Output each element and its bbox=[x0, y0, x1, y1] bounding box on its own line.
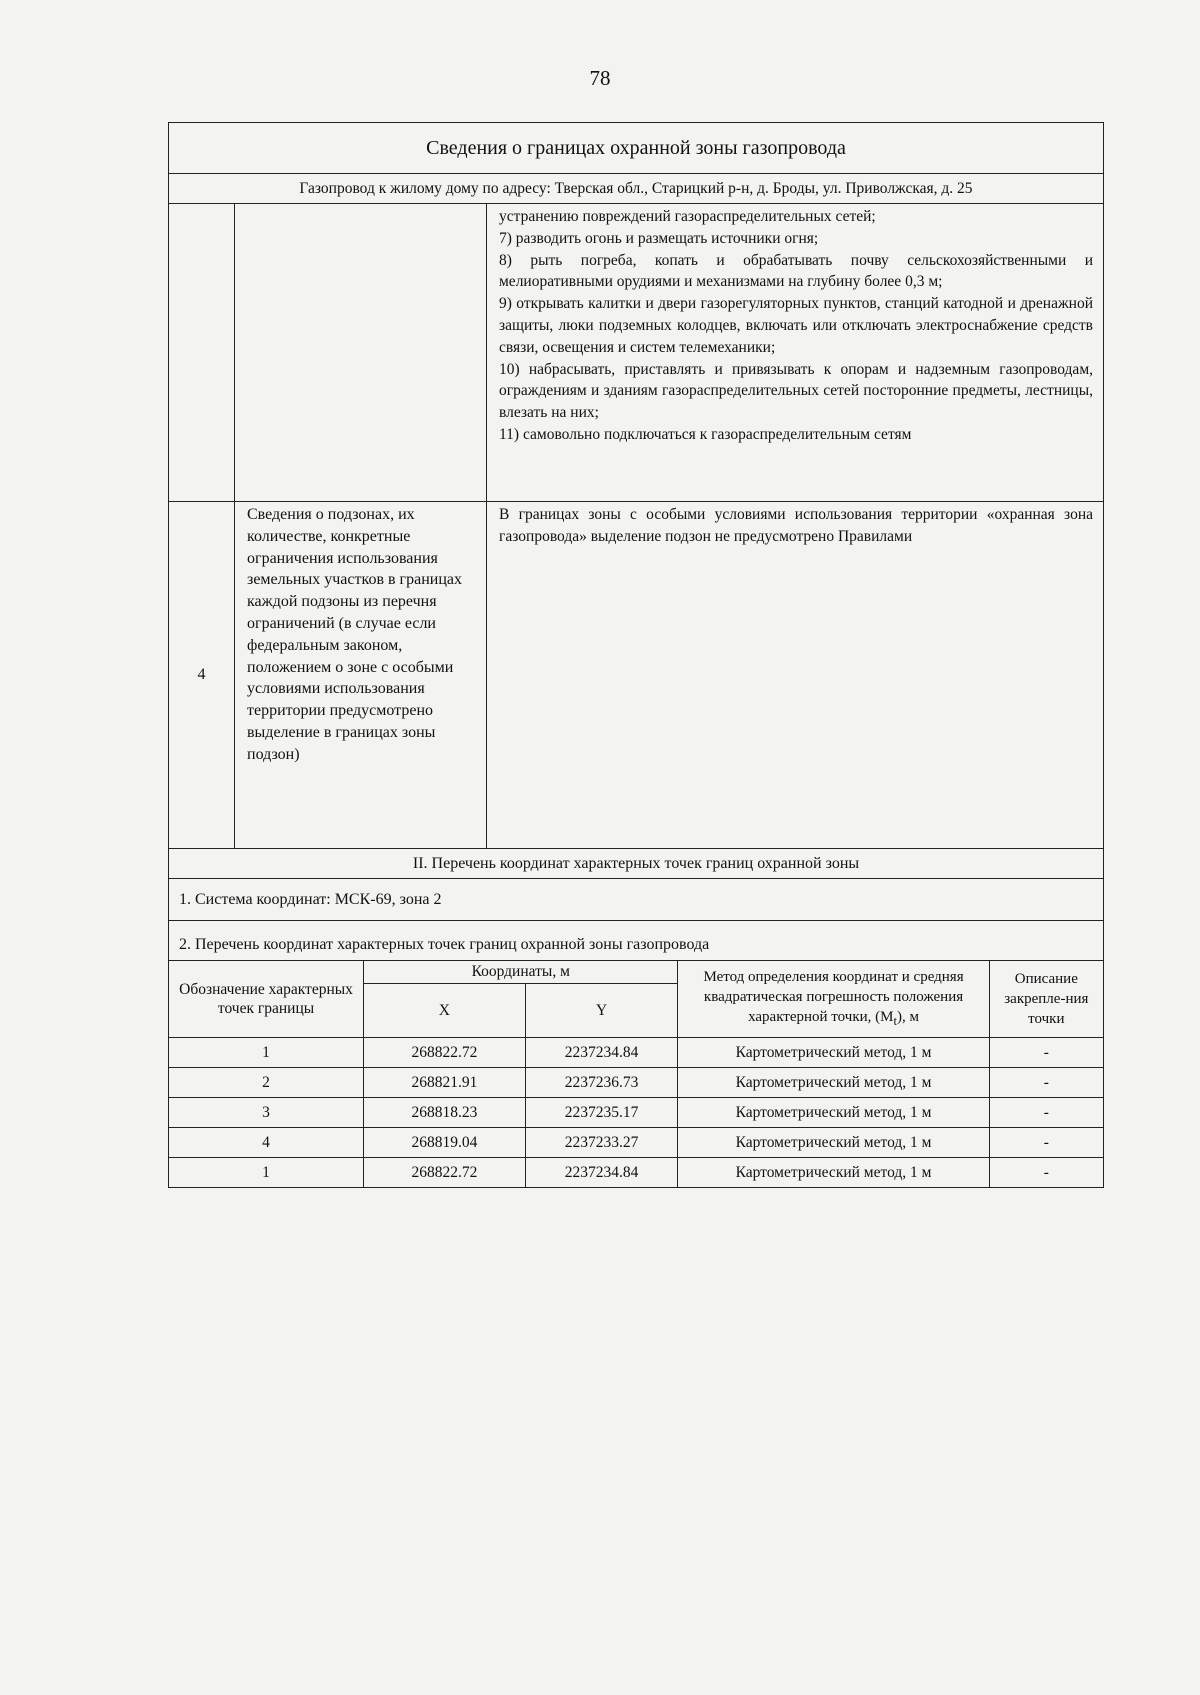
restrictions-continuation-row bbox=[169, 204, 1103, 502]
page-number: 78 bbox=[589, 66, 611, 90]
y-cell: 2237234.84 bbox=[525, 1158, 678, 1188]
restriction-item: 9) открывать калитки и двери газорегуляторных пунктов, станций катодной и дренажной защиты, люки подземных колодцев, включать или отключать электроснабжение средств связи, освещения и систем телемеханики; bbox=[499, 295, 1093, 356]
table-row bbox=[169, 1128, 1103, 1158]
point-cell: 4 bbox=[169, 1128, 364, 1158]
description-cell: - bbox=[989, 1098, 1103, 1128]
x-cell: 268822.72 bbox=[364, 1158, 526, 1188]
description-cell: - bbox=[989, 1068, 1103, 1098]
point-cell: 2 bbox=[169, 1068, 364, 1098]
coordinate-list-title: 2. Перечень координат характерных точек границ охранной зоны газопровода bbox=[169, 921, 1103, 961]
restriction-item: 8) рыть погреба, копать и обрабатывать почву сельскохозяйственными и мелиоративными орудиями и механизмами на глубину более 0,3 м; bbox=[499, 251, 1093, 291]
table-row bbox=[169, 1038, 1103, 1068]
subzones-label: Сведения о подзонах, их количестве, конкретные ограничения использования земельных участков в границах каждой подзоны из перечня ограничений (в случае если федеральным законом, положением о зоне с особыми условиями использования территории предусмотрено выделение в границах зоны подзон) bbox=[235, 502, 487, 848]
table-row bbox=[169, 1068, 1103, 1098]
restriction-item: устранению повреждений газораспределительных сетей; bbox=[499, 208, 876, 225]
zone-info-table bbox=[168, 122, 1104, 1188]
x-cell: 268819.04 bbox=[364, 1128, 526, 1158]
description-cell: - bbox=[989, 1158, 1103, 1188]
method-cell: Картометрический метод, 1 м bbox=[678, 1158, 989, 1188]
header-x: X bbox=[364, 984, 526, 1038]
header-method bbox=[678, 961, 989, 1038]
method-cell: Картометрический метод, 1 м bbox=[678, 1128, 989, 1158]
point-cell: 3 bbox=[169, 1098, 364, 1128]
restriction-item: 7) разводить огонь и размещать источники огня; bbox=[499, 229, 819, 247]
restriction-item: 10) набрасывать, приставлять и привязывать к опорам и надземным газопроводам, ограждениям и зданиям газораспределительных сетей посторонние предметы, лестницы, влезать на них; bbox=[499, 360, 1093, 422]
x-cell: 268822.72 bbox=[364, 1038, 526, 1068]
coordinate-system: 1. Система координат: МСК-69, зона 2 bbox=[169, 879, 1103, 921]
coordinates-table-wrapper bbox=[169, 961, 1103, 1187]
subzones-value: В границах зоны с особыми условиями использования территории «охранная зона газопровода» выделение подзон не предусмотрено Правилами bbox=[499, 506, 1093, 545]
row-number: 4 bbox=[169, 502, 235, 848]
method-cell: Картометрический метод, 1 м bbox=[678, 1038, 989, 1068]
subzones-row bbox=[169, 502, 1103, 849]
subscript-t: t bbox=[893, 1014, 897, 1028]
header-description: Описание закрепле-ния точки bbox=[989, 961, 1103, 1038]
row-number-cell bbox=[169, 204, 235, 501]
x-cell: 268818.23 bbox=[364, 1098, 526, 1128]
document-title: Сведения о границах охранной зоны газопровода bbox=[169, 123, 1103, 174]
method-cell: Картометрический метод, 1 м bbox=[678, 1098, 989, 1128]
header-point: Обозначение характерных точек границы bbox=[169, 961, 364, 1038]
coordinates-table bbox=[169, 961, 1103, 1187]
section-title: II. Перечень координат характерных точек границ охранной зоны bbox=[169, 849, 1103, 879]
y-cell: 2237233.27 bbox=[525, 1128, 678, 1158]
restrictions-text bbox=[487, 204, 1103, 501]
table-row bbox=[169, 1098, 1103, 1128]
method-cell: Картометрический метод, 1 м bbox=[678, 1068, 989, 1098]
header-coordinates: Координаты, м bbox=[364, 961, 678, 984]
table-row bbox=[169, 1158, 1103, 1188]
document-subtitle: Газопровод к жилому дому по адресу: Тверская обл., Старицкий р-н, д. Броды, ул. Приволжская, д. 25 bbox=[169, 174, 1103, 204]
y-cell: 2237235.17 bbox=[525, 1098, 678, 1128]
point-cell: 1 bbox=[169, 1158, 364, 1188]
header-method-text: Метод определения координат и средняя квадратическая погрешность положения характерной точки, $(M_t)$, м bbox=[703, 969, 964, 1028]
description-cell: - bbox=[989, 1128, 1103, 1158]
restriction-item: 11) самовольно подключаться к газораспределительным сетям bbox=[499, 425, 912, 443]
y-cell: 2237234.84 bbox=[525, 1038, 678, 1068]
point-cell: 1 bbox=[169, 1038, 364, 1068]
description-cell: - bbox=[989, 1038, 1103, 1068]
header-y: Y bbox=[525, 984, 678, 1038]
y-cell: 2237236.73 bbox=[525, 1068, 678, 1098]
row-label-cell bbox=[235, 204, 487, 501]
x-cell: 268821.91 bbox=[364, 1068, 526, 1098]
